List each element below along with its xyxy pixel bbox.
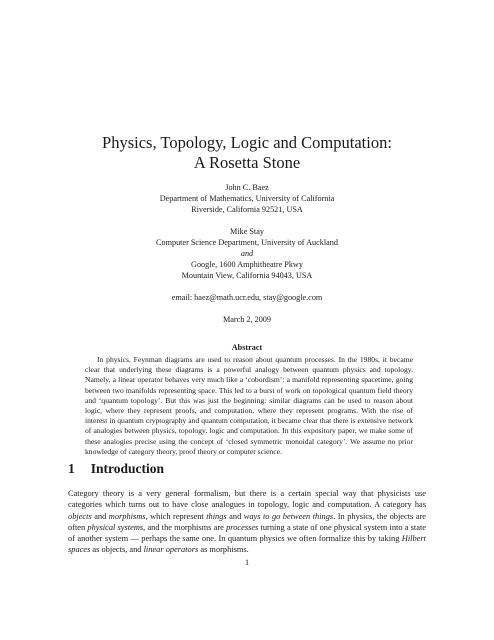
author2-name: Mike Stay bbox=[230, 227, 264, 236]
intro-emph: ways to go between things bbox=[243, 511, 334, 521]
paper-date: March 2, 2009 bbox=[223, 315, 271, 324]
page-number: 1 bbox=[244, 558, 250, 567]
intro-text: and bbox=[226, 511, 244, 521]
paper-title bbox=[0, 133, 494, 173]
intro-text: and bbox=[91, 511, 109, 521]
intro-emph: Hilbert spaces bbox=[68, 534, 426, 555]
author2-and: and bbox=[240, 249, 254, 258]
author1-affiliation: Department of Mathematics, University of California bbox=[159, 194, 335, 203]
title-line-1: Physics, Topology, Logic and Computation: bbox=[102, 133, 392, 152]
intro-text: Category theory is a very general formalism, but there is a certain special way that physicists use categories which turns out to have close analogues in topology, logic and computation. A category has bbox=[68, 489, 426, 510]
intro-text: , and the morphisms are bbox=[143, 522, 227, 532]
intro-text: . In physics, the objects are often bbox=[68, 511, 427, 532]
intro-emph: linear operators bbox=[143, 545, 199, 555]
intro-paragraph bbox=[68, 488, 426, 556]
author2-company: Google, 1600 Amphitheatre Pkwy bbox=[191, 260, 303, 269]
title-line-2: A Rosetta Stone bbox=[193, 153, 301, 172]
section-number: 1 bbox=[68, 461, 75, 476]
author1-address: Riverside, California 92521, USA bbox=[191, 205, 303, 214]
author2-affiliation: Computer Science Department, University of Auckland bbox=[156, 238, 338, 247]
abstract-body: In physics, Feynman diagrams are used to reason about quantum processes. In the 1980s, it became clear that underlying these diagrams is a powerful analogy between quantum physics and topology. Namely, a linear operator behaves very much like a ‘cobordism’: a manifold representing spacetime, going between two manifolds representing space. This led to a burst of work on topological quantum field theory and ‘quantum topology’. But this was just the beginning: similar diagrams can be used to reason about logic, where they represent proofs, and computation, where they represent programs. With the rise of interest in quantum cryptography and quantum computation, it became clear that there is extensive network of analogies between physics, topology, logic and computation. In this expository paper, we make some of these analogies precise using the concept of ‘closed symmetric monoidal category’. We assume no prior knowledge of category theory, proof theory or computer science. bbox=[85, 355, 413, 456]
intro-emph: physical systems bbox=[87, 522, 144, 532]
intro-emph: objects bbox=[68, 511, 92, 521]
abstract-heading: Abstract bbox=[231, 343, 263, 352]
author1-name: John C. Baez bbox=[225, 183, 269, 192]
intro-text: , which represent bbox=[145, 511, 207, 521]
intro-emph: morphisms bbox=[108, 511, 146, 521]
intro-text: as morphisms. bbox=[198, 545, 249, 555]
author2-address: Mountain View, California 94043, USA bbox=[181, 271, 313, 280]
section-heading bbox=[68, 461, 164, 477]
intro-emph: things bbox=[206, 511, 227, 521]
section-title: Introduction bbox=[90, 461, 165, 476]
intro-text: turning a state of one physical system into a state of another system — perhaps the same one. In quantum physics we often formalize this by taking bbox=[68, 522, 427, 544]
author-email: email: baez@math.ucr.edu, stay@google.com bbox=[171, 293, 323, 302]
intro-emph: processes bbox=[226, 522, 259, 532]
intro-text: as objects, and bbox=[90, 545, 144, 555]
